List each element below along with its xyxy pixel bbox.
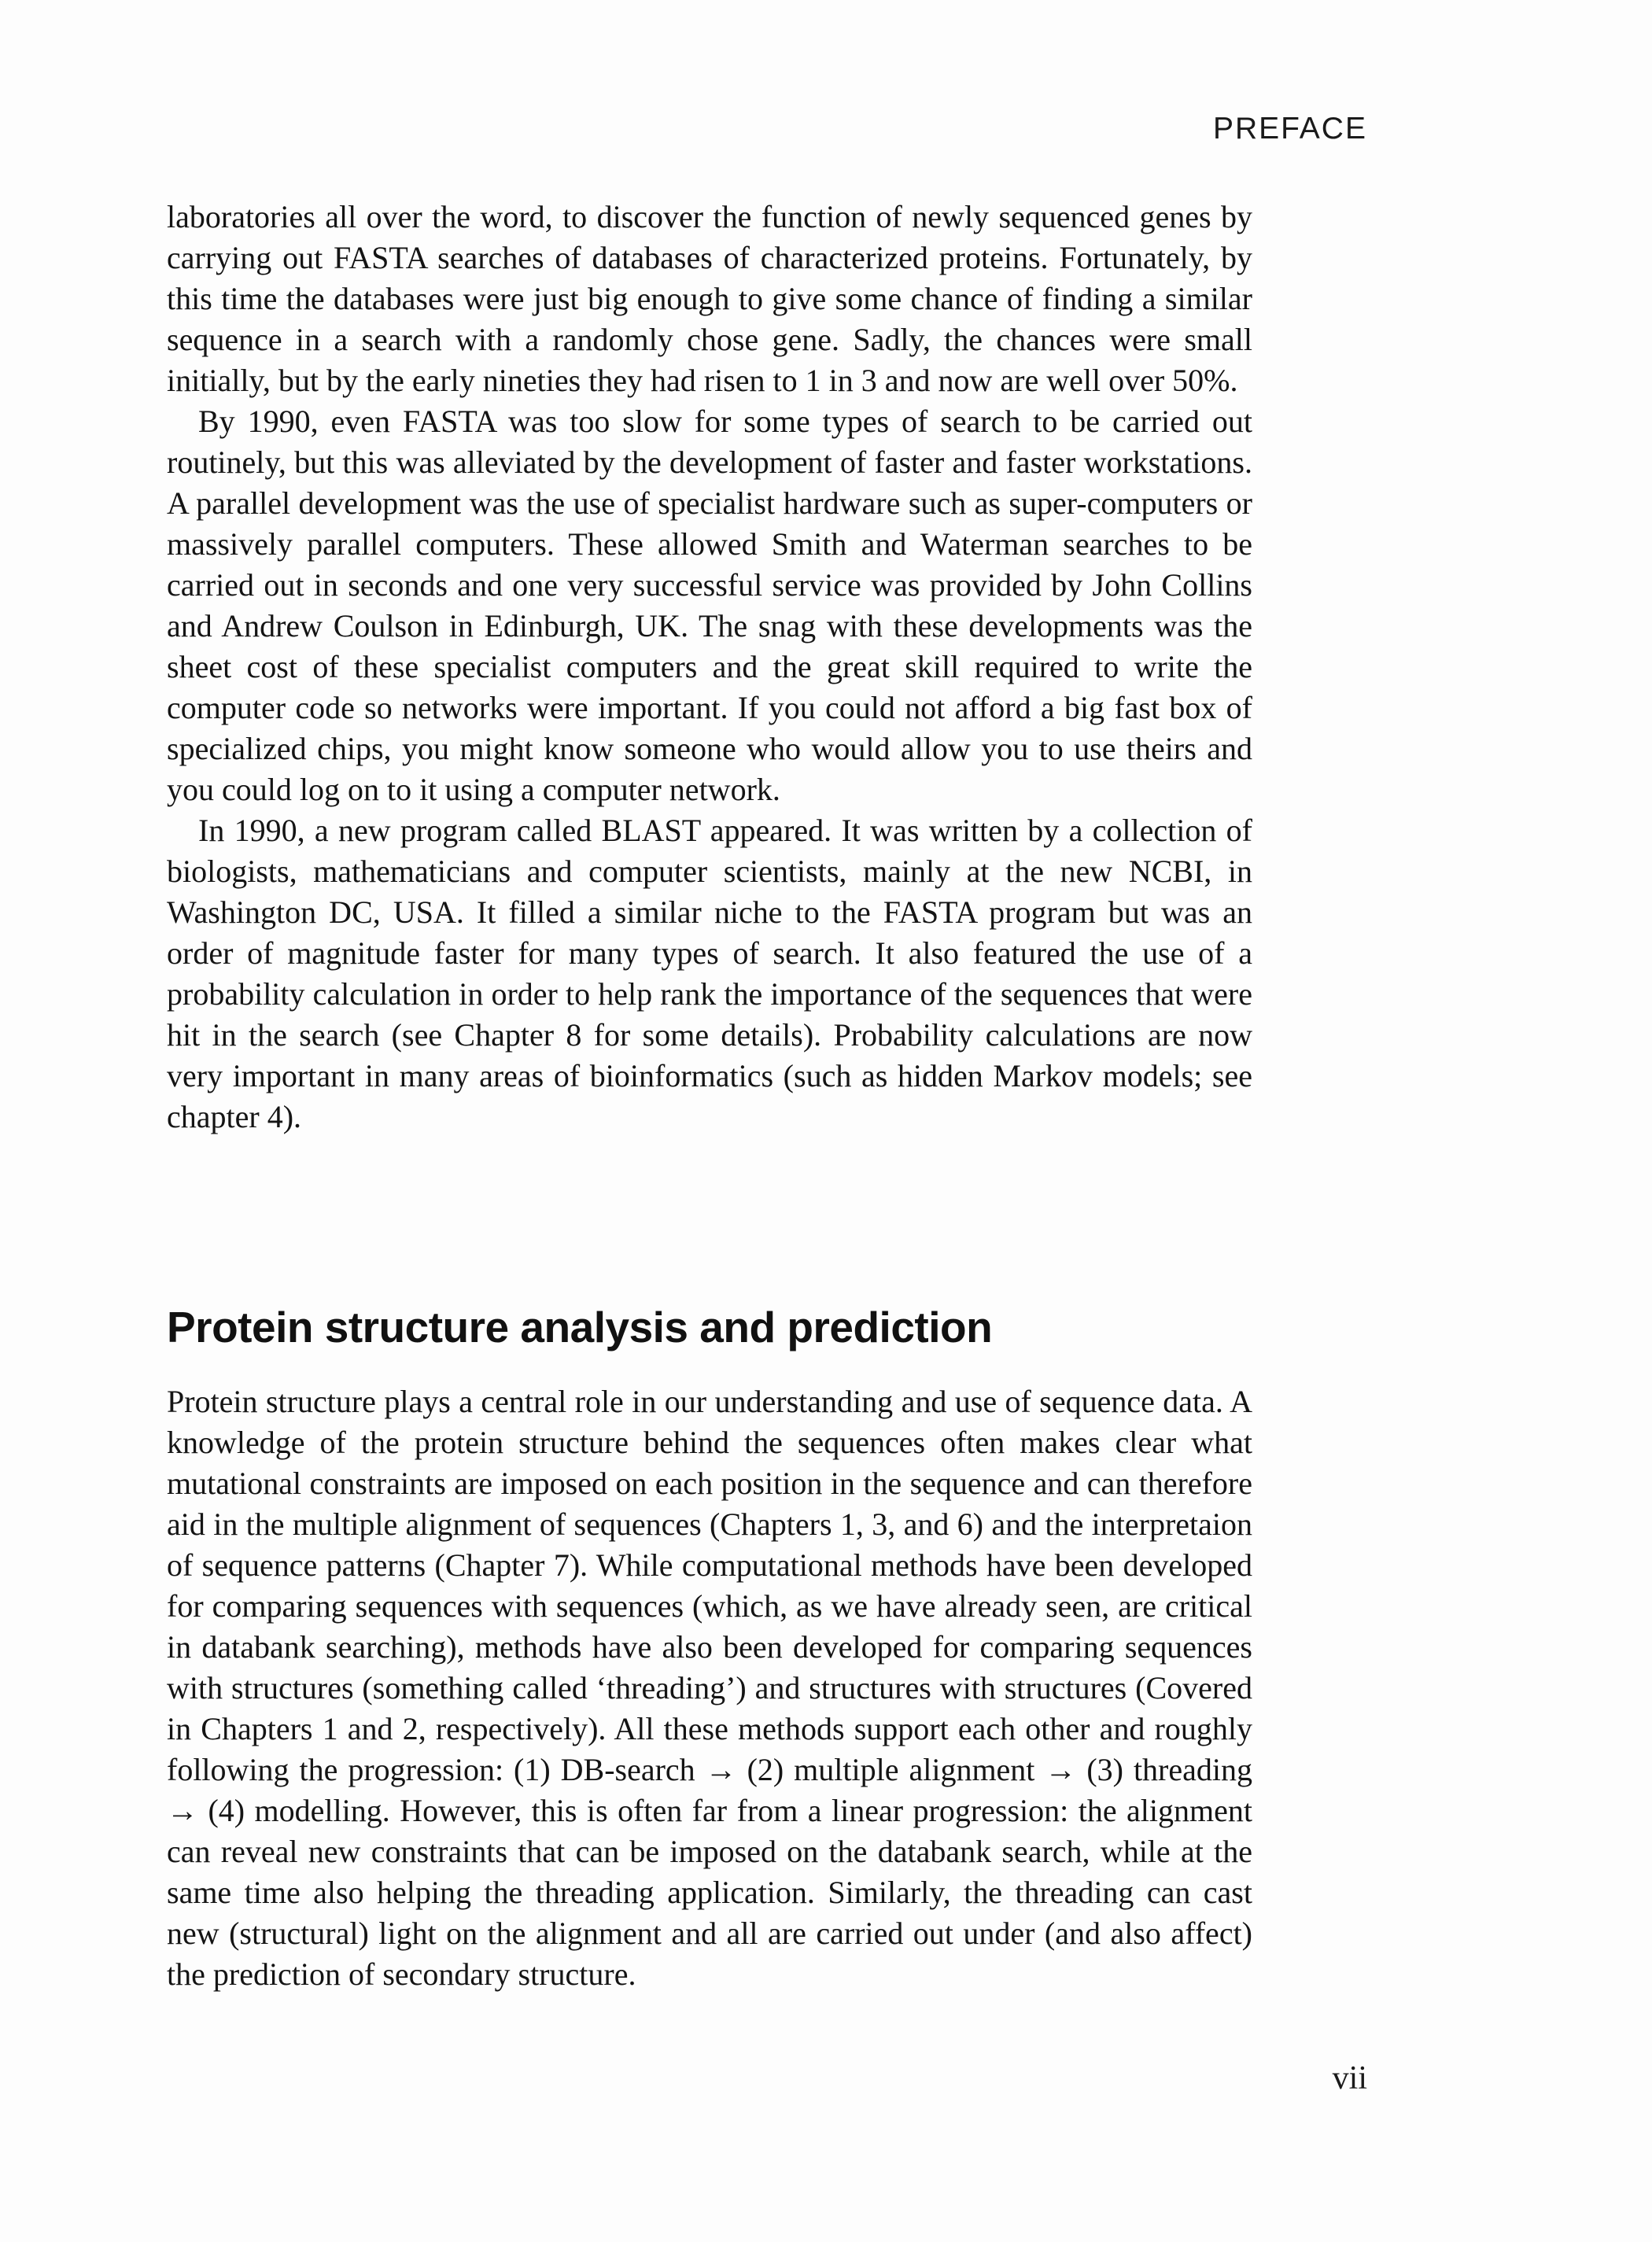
body-text: [167, 197, 1252, 1138]
section-paragraph: Protein structure plays a central role in our understanding and use of sequence data. A knowledge of the protein structure behind the sequences often makes clear what mutational constraints are imposed on each position in the sequence and can therefore aid in the multiple alignment of sequences (Chapters 1, 3, and 6) and the interpretaion of sequence patterns (Chapter 7). While computational methods have been developed for comparing sequences with sequences (which, as we have already seen, are critical in databank searching), methods have also been developed for comparing sequences with structures (something called ‘threading’) and structures with structures (Covered in Chapters 1 and 2, respectively). All these methods support each other and roughly following the progression: (1) DB-search → (2) multiple alignment → (3) threading → (4) modelling. However, this is often far from a linear progression: the alignment can reveal new constraints that can be imposed on the databank search, while at the same time also helping the threading application. Similarly, the threading can cast new (structural) light on the alignment and all are carried out under (and also affect) the prediction of secondary structure.: [167, 1384, 1252, 1992]
body-paragraph: laboratories all over the word, to discover the function of newly sequenced genes by carrying out FASTA searches of databases of characterized proteins. Fortunately, by this time the databases were just big enough to give some chance of finding a similar sequence in a search with a randomly chose gene. Sadly, the chances were small initially, but by the early nineties they had risen to 1 in 3 and now are well over 50%.: [167, 199, 1252, 398]
page-number: vii: [1332, 2060, 1367, 2096]
body-paragraph: In 1990, a new program called BLAST appeared. It was written by a collection of biologists, mathematicians and computer scientists, mainly at the new NCBI, in Washington DC, USA. It filled a similar niche to the FASTA program but was an order of magnitude faster for many types of search. It also featured the use of a probability calculation in order to help rank the importance of the sequences that were hit in the search (see Chapter 8 for some details). Probability calculations are now very important in many areas of bioinformatics (such as hidden Markov models; see chapter 4).: [167, 813, 1252, 1134]
running-head: PREFACE: [1212, 112, 1367, 146]
body-paragraph: By 1990, even FASTA was too slow for some types of search to be carried out routinely, but this was alleviated by the development of faster and faster workstations. A parallel development was the use of specialist hardware such as super-computers or massively parallel computers. These allowed Smith and Waterman searches to be carried out in seconds and one very successful service was provided by John Collins and Andrew Coulson in Edinburgh, UK. The snag with these developments was the sheet cost of these specialist computers and the great skill required to write the computer code so networks were important. If you could not afford a big fast box of specialized chips, you might know someone who would allow you to use theirs and you could log on to it using a computer network.: [167, 404, 1252, 807]
section-text: [167, 1381, 1252, 1995]
section-heading: Protein structure analysis and prediction: [167, 1303, 993, 1351]
